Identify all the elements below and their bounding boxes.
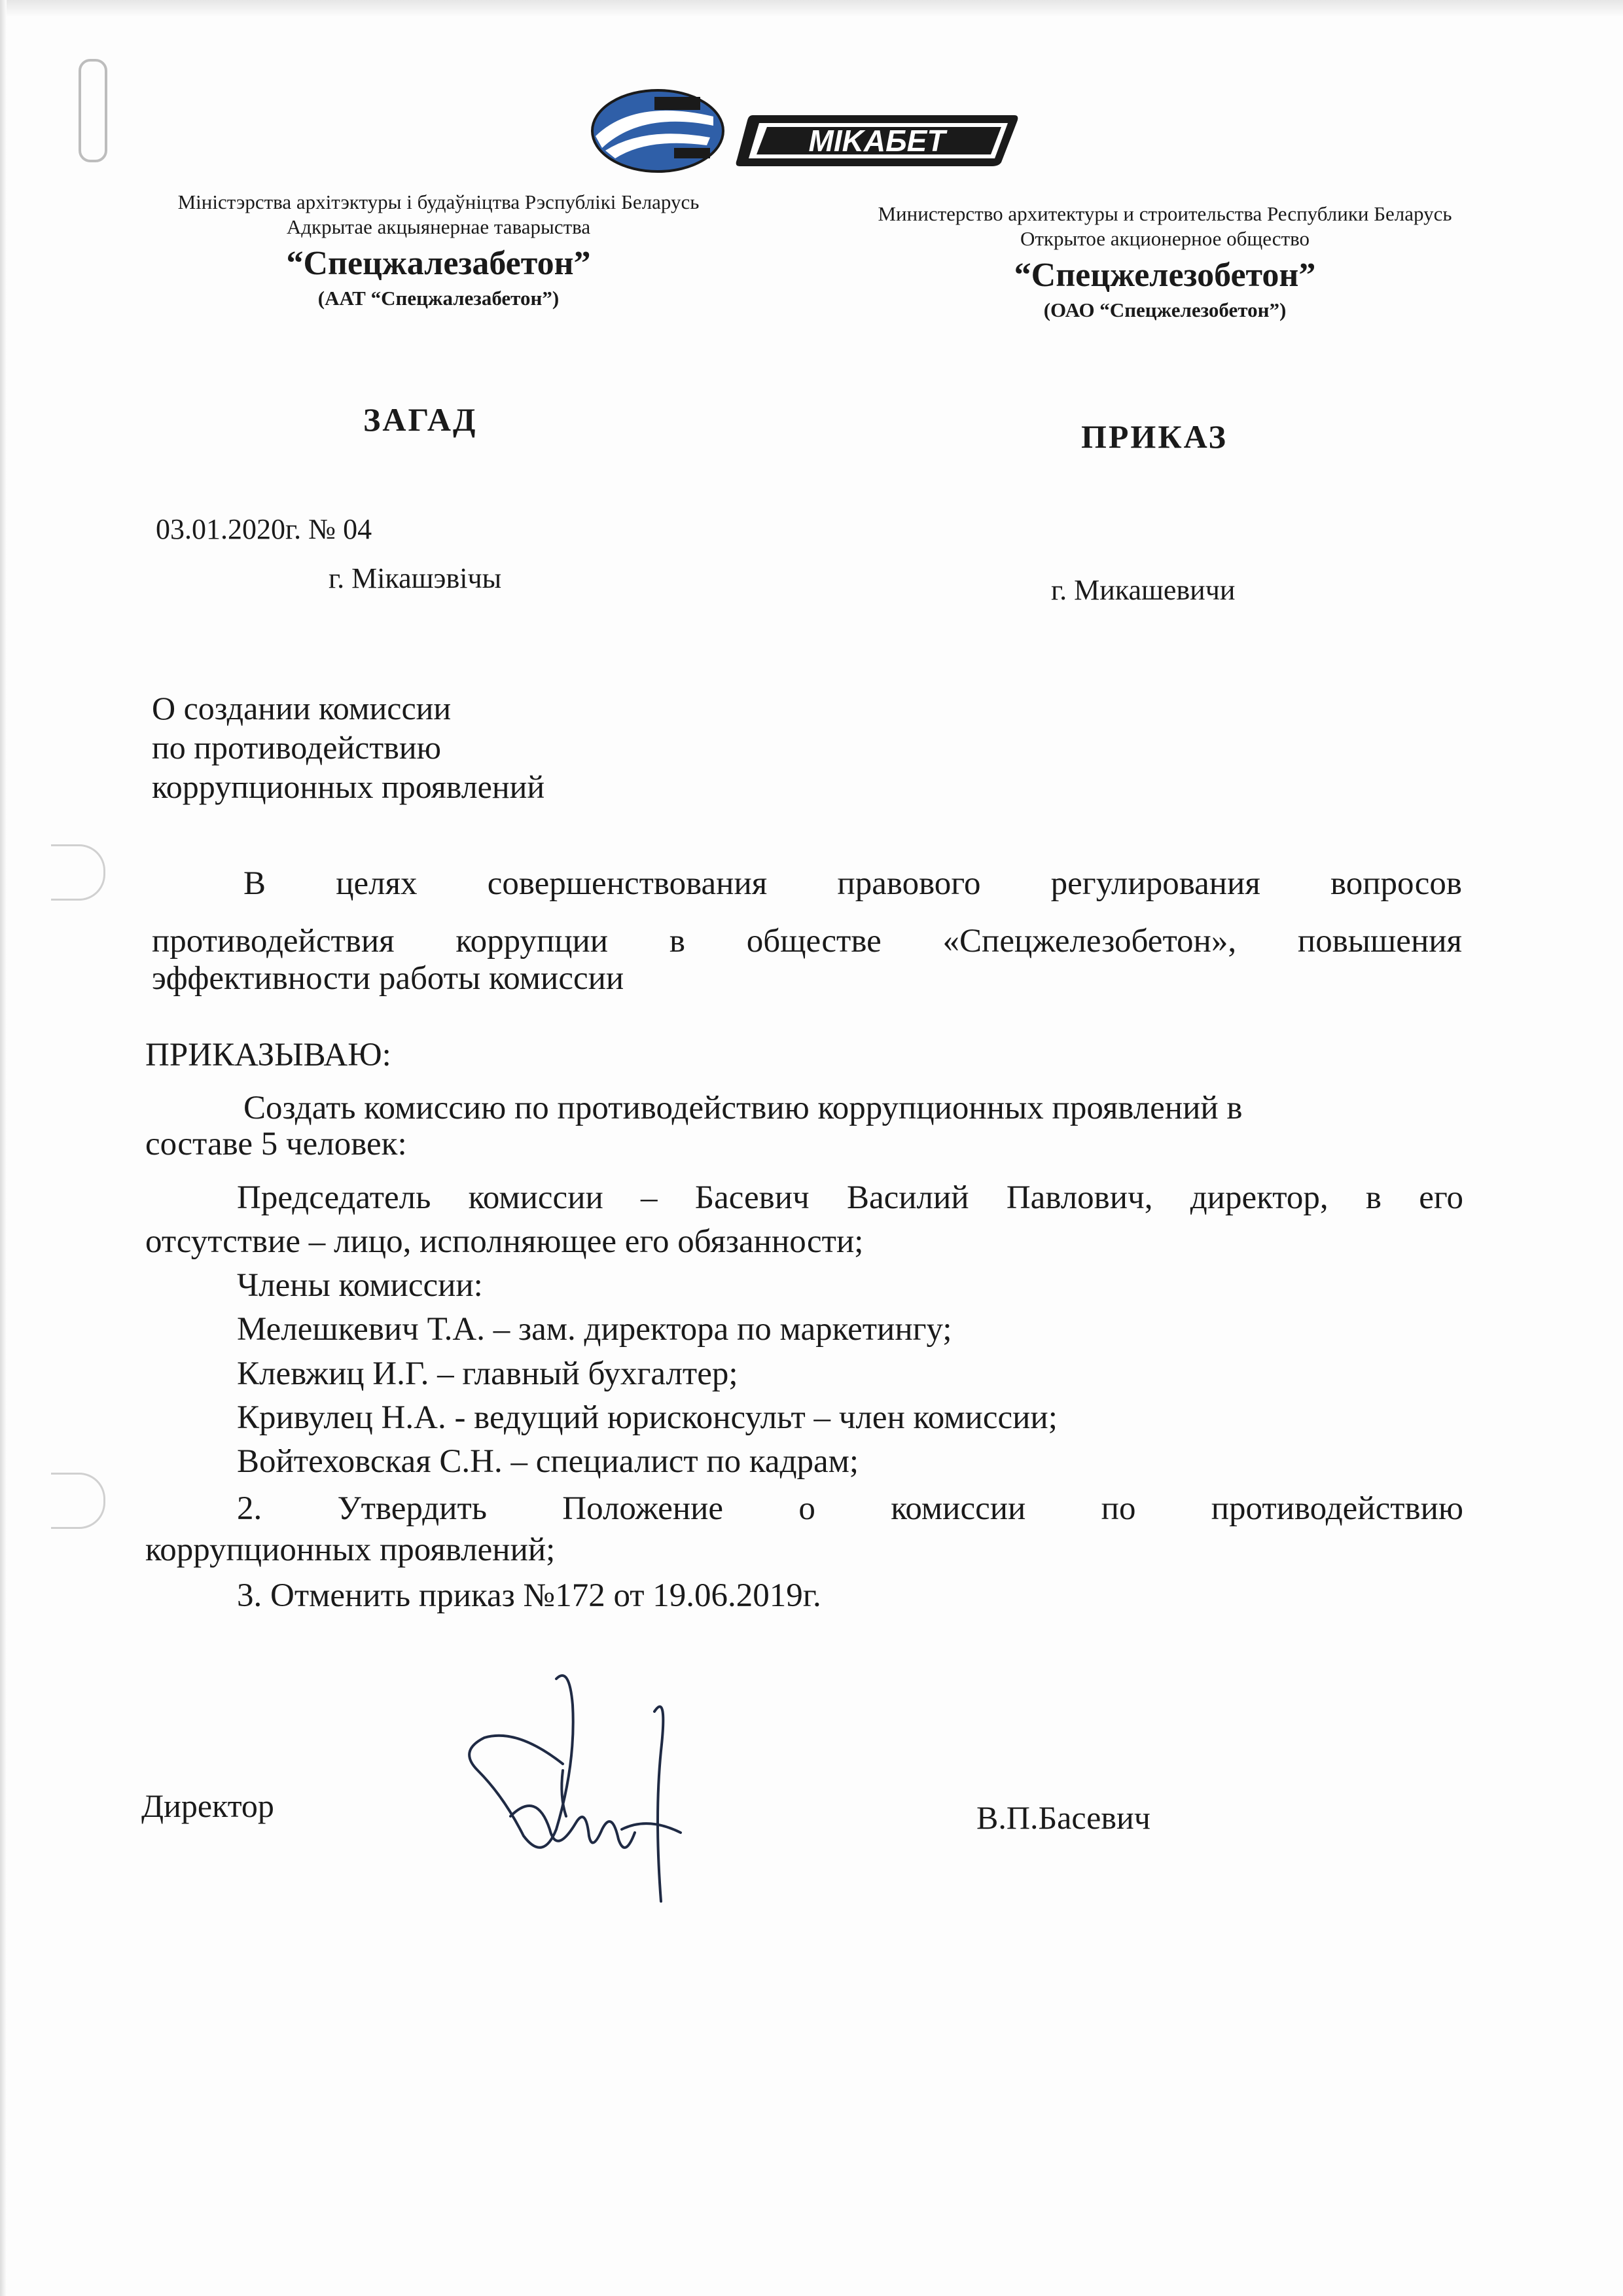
preamble-line: противодействия коррупции в обществе «Спецжелезобетон», повышения <box>152 923 1462 960</box>
item2-line: коррупционных проявлений; <box>145 1532 556 1568</box>
doc-title-by: ЗАГАД <box>363 401 478 438</box>
company-type-ru: Открытое акционерное общество <box>1020 227 1310 250</box>
preamble-line: эффективности работы комиссии <box>152 960 624 997</box>
item1-line: Создать комиссию по противодействию коррупционных проявлений в <box>243 1090 1243 1126</box>
scan-edge <box>0 0 1623 17</box>
member-item: Клевжиц И.Г. – главный бухгалтер; <box>237 1355 738 1392</box>
signatory-position: Директор <box>141 1787 274 1824</box>
ministry-name-by: Міністэрства архітэктуры і будаўніцтва Рэспублікі Беларусь <box>177 190 700 213</box>
subject-line: коррупционных проявлений <box>152 768 545 805</box>
order-subject <box>152 689 544 806</box>
company-emblem-logo <box>582 85 733 177</box>
mikabet-logo <box>733 110 1021 170</box>
chairman-line: отсутствие – лицо, исполняющее его обязанности; <box>145 1223 864 1260</box>
city-by: г. Мікашэвічы <box>329 562 502 594</box>
handwritten-signature <box>458 1666 694 1914</box>
company-name-by: “Спецжалезабетон” <box>286 245 591 282</box>
chairman-line: Председатель комиссии – Басевич Василий Павлович, директор, в его <box>237 1179 1463 1216</box>
preamble-line: В целях совершенствования правового регулирования вопросов <box>243 865 1462 902</box>
header-belarusian <box>105 190 772 312</box>
ministry-name-ru: Министерство архитектуры и строительства Республики Беларусь <box>878 202 1452 225</box>
member-item: Войтеховская С.Н. – специалист по кадрам; <box>237 1443 859 1480</box>
item2-line: 2. Утвердить Положение о комиссии по противодействию <box>237 1490 1463 1527</box>
signatory-name: В.П.Басевич <box>976 1799 1150 1836</box>
member-item: Мелешкевич Т.А. – зам. директора по маркетингу; <box>237 1311 952 1348</box>
member-item: Кривулец Н.А. - ведущий юрисконсульт – член комиссии; <box>237 1399 1058 1436</box>
company-type-by: Адкрытае акцыянернае таварыства <box>286 215 591 238</box>
mikabet-wordmark: MIKAБЕТ <box>808 124 946 158</box>
item3-line: 3. Отменить приказ №172 от 19.06.2019г. <box>237 1577 821 1614</box>
punch-hole <box>51 1473 105 1529</box>
doc-title-ru: ПРИКАЗ <box>1081 418 1228 455</box>
members-heading: Члены комиссии: <box>237 1267 483 1304</box>
order-word: ПРИКАЗЫВАЮ: <box>145 1037 391 1073</box>
punch-hole <box>51 844 105 901</box>
scan-edge-left <box>0 0 7 2296</box>
subject-line: по противодействию <box>152 729 441 766</box>
city-ru: г. Микашевичи <box>1051 574 1236 606</box>
company-name-ru: “Спецжелезобетон” <box>1014 257 1316 294</box>
header-russian <box>812 202 1518 323</box>
subject-line: О создании комиссии <box>152 690 452 726</box>
item1-line: составе 5 человек: <box>145 1126 407 1162</box>
company-abbr-ru: (ОАО “Спецжелезобетон”) <box>1043 298 1287 321</box>
staple-mark <box>79 59 107 162</box>
order-date-number: 03.01.2020г. № 04 <box>156 513 372 545</box>
company-abbr-by: (ААТ “Спецжалезабетон”) <box>317 287 560 310</box>
